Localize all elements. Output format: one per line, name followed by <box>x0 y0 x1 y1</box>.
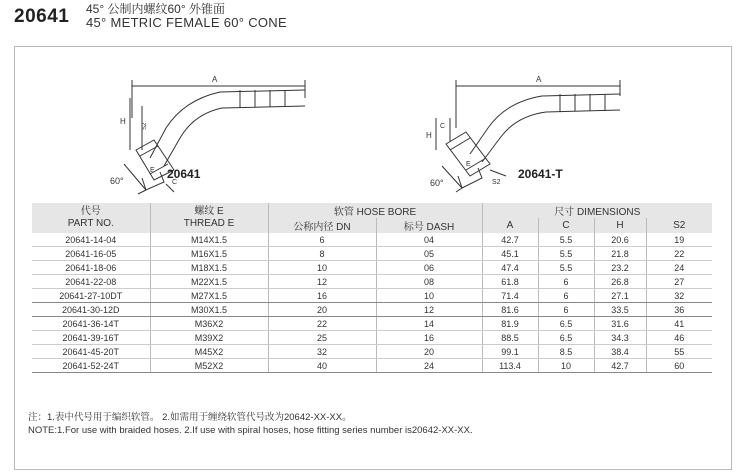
cell-dash: 16 <box>376 331 482 345</box>
cell-part: 20641-45-20T <box>32 345 150 359</box>
product-code: 20641 <box>14 6 70 27</box>
hose-bore-header: 软管 HOSE BORE <box>268 203 482 218</box>
cell-thread: M16X1.5 <box>150 247 268 261</box>
c-header: C <box>538 218 594 233</box>
cell-h: 21.8 <box>594 247 646 261</box>
dim-e-right: E <box>466 161 471 168</box>
cell-thread: M27X1.5 <box>150 289 268 303</box>
drawing-label-20641-t: 20641-T <box>518 167 563 181</box>
cell-s2: 46 <box>646 331 712 345</box>
cell-s2: 36 <box>646 303 712 317</box>
cell-thread: M52X2 <box>150 359 268 373</box>
dimensions-header: 尺寸 DIMENSIONS <box>482 203 712 218</box>
table-row <box>32 275 712 289</box>
cell-dn: 22 <box>268 317 376 331</box>
cell-dash: 20 <box>376 345 482 359</box>
dn-header: 公称内径 DN <box>268 218 376 233</box>
cell-a: 81.6 <box>482 303 538 317</box>
note-chinese: 注：1.表中代号用于编织软管。 2.如需用于缠绕软管代号改为20642-XX-XX。 <box>28 412 352 423</box>
cell-h: 33.5 <box>594 303 646 317</box>
table-row <box>32 289 712 303</box>
part-no-header <box>32 203 150 233</box>
table-row <box>32 303 712 317</box>
cell-c: 6.5 <box>538 317 594 331</box>
spec-table <box>32 203 712 373</box>
cell-h: 20.6 <box>594 233 646 247</box>
cell-dash: 12 <box>376 303 482 317</box>
cell-a: 113.4 <box>482 359 538 373</box>
cell-dn: 12 <box>268 275 376 289</box>
cell-part: 20641-22-08 <box>32 275 150 289</box>
note-english: NOTE:1.For use with braided hoses. 2.If use with spiral hoses, hose fitting series number is20642-XX-XX. <box>28 425 473 436</box>
dim-e-left: E <box>150 167 155 174</box>
dash-header: 标号 DASH <box>376 218 482 233</box>
cell-dn: 6 <box>268 233 376 247</box>
cell-thread: M30X1.5 <box>150 303 268 317</box>
cell-s2: 27 <box>646 275 712 289</box>
cell-a: 61.8 <box>482 275 538 289</box>
cell-dn: 20 <box>268 303 376 317</box>
table-row <box>32 359 712 373</box>
cell-c: 6 <box>538 275 594 289</box>
cell-c: 10 <box>538 359 594 373</box>
cell-part: 20641-18-06 <box>32 261 150 275</box>
spec-table-body <box>32 233 712 373</box>
dim-c-right: C <box>440 123 446 130</box>
fitting-drawing-20641 <box>80 58 340 198</box>
dim-s2-left: S2 <box>142 122 148 130</box>
s2-header: S2 <box>646 218 712 233</box>
cell-a: 42.7 <box>482 233 538 247</box>
cell-c: 5.5 <box>538 261 594 275</box>
cell-thread: M36X2 <box>150 317 268 331</box>
cell-dash: 04 <box>376 233 482 247</box>
cell-part: 20641-27-10DT <box>32 289 150 303</box>
cell-h: 26.8 <box>594 275 646 289</box>
thread-cn: 螺纹 E <box>194 206 224 217</box>
cell-a: 99.1 <box>482 345 538 359</box>
cell-h: 42.7 <box>594 359 646 373</box>
thread-header <box>150 203 268 233</box>
cell-part: 20641-39-16T <box>32 331 150 345</box>
cell-dn: 8 <box>268 247 376 261</box>
cell-h: 31.6 <box>594 317 646 331</box>
cell-c: 5.5 <box>538 233 594 247</box>
cell-s2: 60 <box>646 359 712 373</box>
cell-dn: 32 <box>268 345 376 359</box>
part-no-cn: 代号 <box>80 206 101 217</box>
cell-part: 20641-52-24T <box>32 359 150 373</box>
title-chinese: 45° 公制内螺纹60° 外锥面 <box>86 2 225 16</box>
cell-a: 45.1 <box>482 247 538 261</box>
cell-s2: 24 <box>646 261 712 275</box>
cell-dash: 10 <box>376 289 482 303</box>
cell-c: 6.5 <box>538 331 594 345</box>
cell-dash: 05 <box>376 247 482 261</box>
h-header: H <box>594 218 646 233</box>
cell-dn: 16 <box>268 289 376 303</box>
table-row <box>32 233 712 247</box>
dim-a-left: A <box>212 75 218 84</box>
cell-s2: 41 <box>646 317 712 331</box>
cell-dash: 24 <box>376 359 482 373</box>
cell-part: 20641-16-05 <box>32 247 150 261</box>
a-header: A <box>482 218 538 233</box>
cell-s2: 32 <box>646 289 712 303</box>
cell-h: 23.2 <box>594 261 646 275</box>
cell-thread: M39X2 <box>150 331 268 345</box>
table-row <box>32 317 712 331</box>
cell-dash: 06 <box>376 261 482 275</box>
cell-dn: 40 <box>268 359 376 373</box>
cell-dash: 08 <box>376 275 482 289</box>
cell-dn: 25 <box>268 331 376 345</box>
dim-a-right: A <box>536 75 542 84</box>
table-row <box>32 247 712 261</box>
angle-60-right: 60° <box>430 178 444 188</box>
cell-thread: M14X1.5 <box>150 233 268 247</box>
cell-s2: 22 <box>646 247 712 261</box>
angle-60-left: 60° <box>110 176 124 186</box>
cell-part: 20641-30-12D <box>32 303 150 317</box>
cell-a: 81.9 <box>482 317 538 331</box>
cell-s2: 55 <box>646 345 712 359</box>
cell-c: 8.5 <box>538 345 594 359</box>
dim-c-left: C <box>172 179 178 186</box>
cell-c: 6 <box>538 289 594 303</box>
cell-thread: M45X2 <box>150 345 268 359</box>
cell-a: 71.4 <box>482 289 538 303</box>
drawings-area <box>40 58 720 198</box>
part-no-en: PART NO. <box>67 218 114 229</box>
cell-h: 34.3 <box>594 331 646 345</box>
cell-h: 38.4 <box>594 345 646 359</box>
cell-a: 47.4 <box>482 261 538 275</box>
cell-a: 88.5 <box>482 331 538 345</box>
cell-dn: 10 <box>268 261 376 275</box>
dim-h-left: H <box>120 117 126 126</box>
cell-part: 20641-36-14T <box>32 317 150 331</box>
cell-c: 6 <box>538 303 594 317</box>
thread-en: THREAD E <box>183 218 235 229</box>
table-row <box>32 345 712 359</box>
table-row <box>32 331 712 345</box>
table-row <box>32 261 712 275</box>
cell-thread: M18X1.5 <box>150 261 268 275</box>
drawing-label-20641: 20641 <box>167 167 201 181</box>
cell-c: 5.5 <box>538 247 594 261</box>
dim-h-right: H <box>426 131 432 140</box>
cell-h: 27.1 <box>594 289 646 303</box>
cell-part: 20641-14-04 <box>32 233 150 247</box>
cell-s2: 19 <box>646 233 712 247</box>
cell-thread: M22X1.5 <box>150 275 268 289</box>
dim-s2-right: S2 <box>492 179 501 186</box>
title-english: 45° METRIC FEMALE 60° CONE <box>86 15 287 30</box>
cell-dash: 14 <box>376 317 482 331</box>
